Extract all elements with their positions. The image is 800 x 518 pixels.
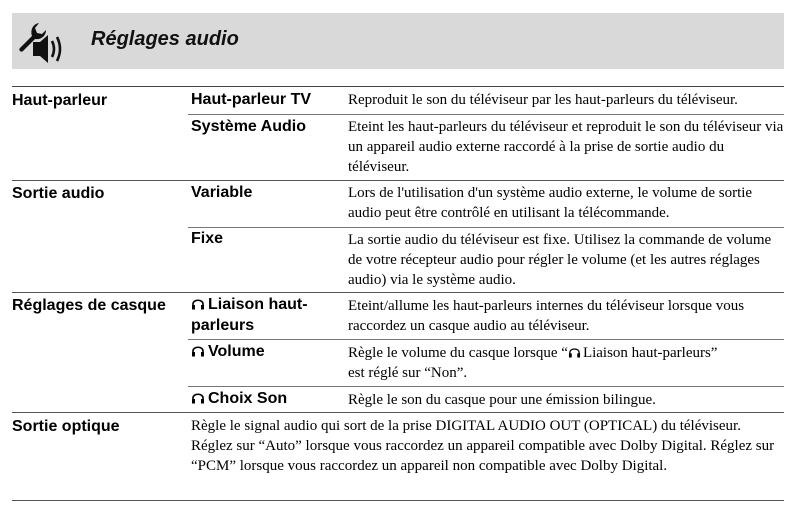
- page-title: Réglages audio: [91, 28, 239, 50]
- desc-volume-part1: Règle le volume du casque lorsque “: [348, 345, 568, 361]
- option-variable: Variable: [191, 184, 253, 201]
- section-header: [12, 13, 784, 69]
- option-volume: [191, 341, 343, 362]
- row-divider: [188, 114, 784, 115]
- section-label-haut-parleur: Haut-parleur: [12, 92, 108, 109]
- section-label-sortie-audio: Sortie audio: [12, 185, 105, 202]
- desc-sortie-optique: Règle le signal audio qui sort de la prise DIGITAL AUDIO OUT (OPTICAL) du téléviseur. Réglez sur “Auto” lorsque vous raccordez un appareil compatible avec Dolby Digital. Réglez sur “PCM” lorsque vous raccordez un appareil non compatible avec Dolby Digital.: [191, 418, 775, 474]
- wrench-speaker-icon: [16, 18, 66, 66]
- table-top-rule: [12, 86, 784, 87]
- option-haut-parleur-tv: Haut-parleur TV: [191, 91, 312, 108]
- headphones-icon: [568, 346, 581, 358]
- section-label-sortie-optique: Sortie optique: [12, 418, 120, 435]
- desc-systeme-audio: Eteint les haut-parleurs du téléviseur et reproduit le son du téléviseur via un appareil audio externe raccordé à la prise de sortie audio du téléviseur.: [348, 119, 784, 175]
- option-choix-son-label: Choix Son: [208, 390, 288, 407]
- row-divider: [188, 386, 784, 387]
- option-liaison-haut-parleurs-label: Liaison haut-parleurs: [191, 296, 308, 334]
- section-label-reglages-casque: Réglages de casque: [12, 297, 166, 314]
- headphones-icon: [191, 297, 205, 310]
- desc-volume: [348, 343, 784, 383]
- desc-haut-parleur-tv: Reproduit le son du téléviseur par les haut-parleurs du téléviseur.: [348, 92, 738, 108]
- option-fixe: Fixe: [191, 230, 224, 247]
- option-systeme-audio: Système Audio: [191, 118, 306, 135]
- headphones-icon: [191, 391, 205, 404]
- row-divider: [188, 339, 784, 340]
- option-volume-label: Volume: [208, 343, 265, 360]
- headphones-icon: [191, 344, 205, 357]
- desc-volume-part2: Liaison haut-parleurs”: [582, 345, 718, 361]
- section-divider: [12, 412, 784, 413]
- section-divider: [12, 180, 784, 181]
- option-liaison-haut-parleurs: [191, 294, 343, 336]
- table-bottom-rule: [12, 500, 784, 501]
- desc-liaison-haut-parleurs: Eteint/allume les haut-parleurs internes du téléviseur lorsque vous raccordez un casque audio au téléviseur.: [348, 298, 745, 334]
- section-divider: [12, 292, 784, 293]
- option-choix-son: [191, 388, 343, 409]
- desc-variable: Lors de l'utilisation d'un système audio externe, le volume de sortie audio peut être contrôlé en utilisant la télécommande.: [348, 185, 753, 221]
- desc-volume-part3: est réglé sur “Non”.: [348, 365, 468, 381]
- desc-fixe: La sortie audio du téléviseur est fixe. Utilisez la commande de volume de votre récepteur audio pour régler le volume (et les autres réglages audio) via le système audio.: [348, 232, 772, 288]
- desc-choix-son: Règle le son du casque pour une émission bilingue.: [348, 392, 656, 408]
